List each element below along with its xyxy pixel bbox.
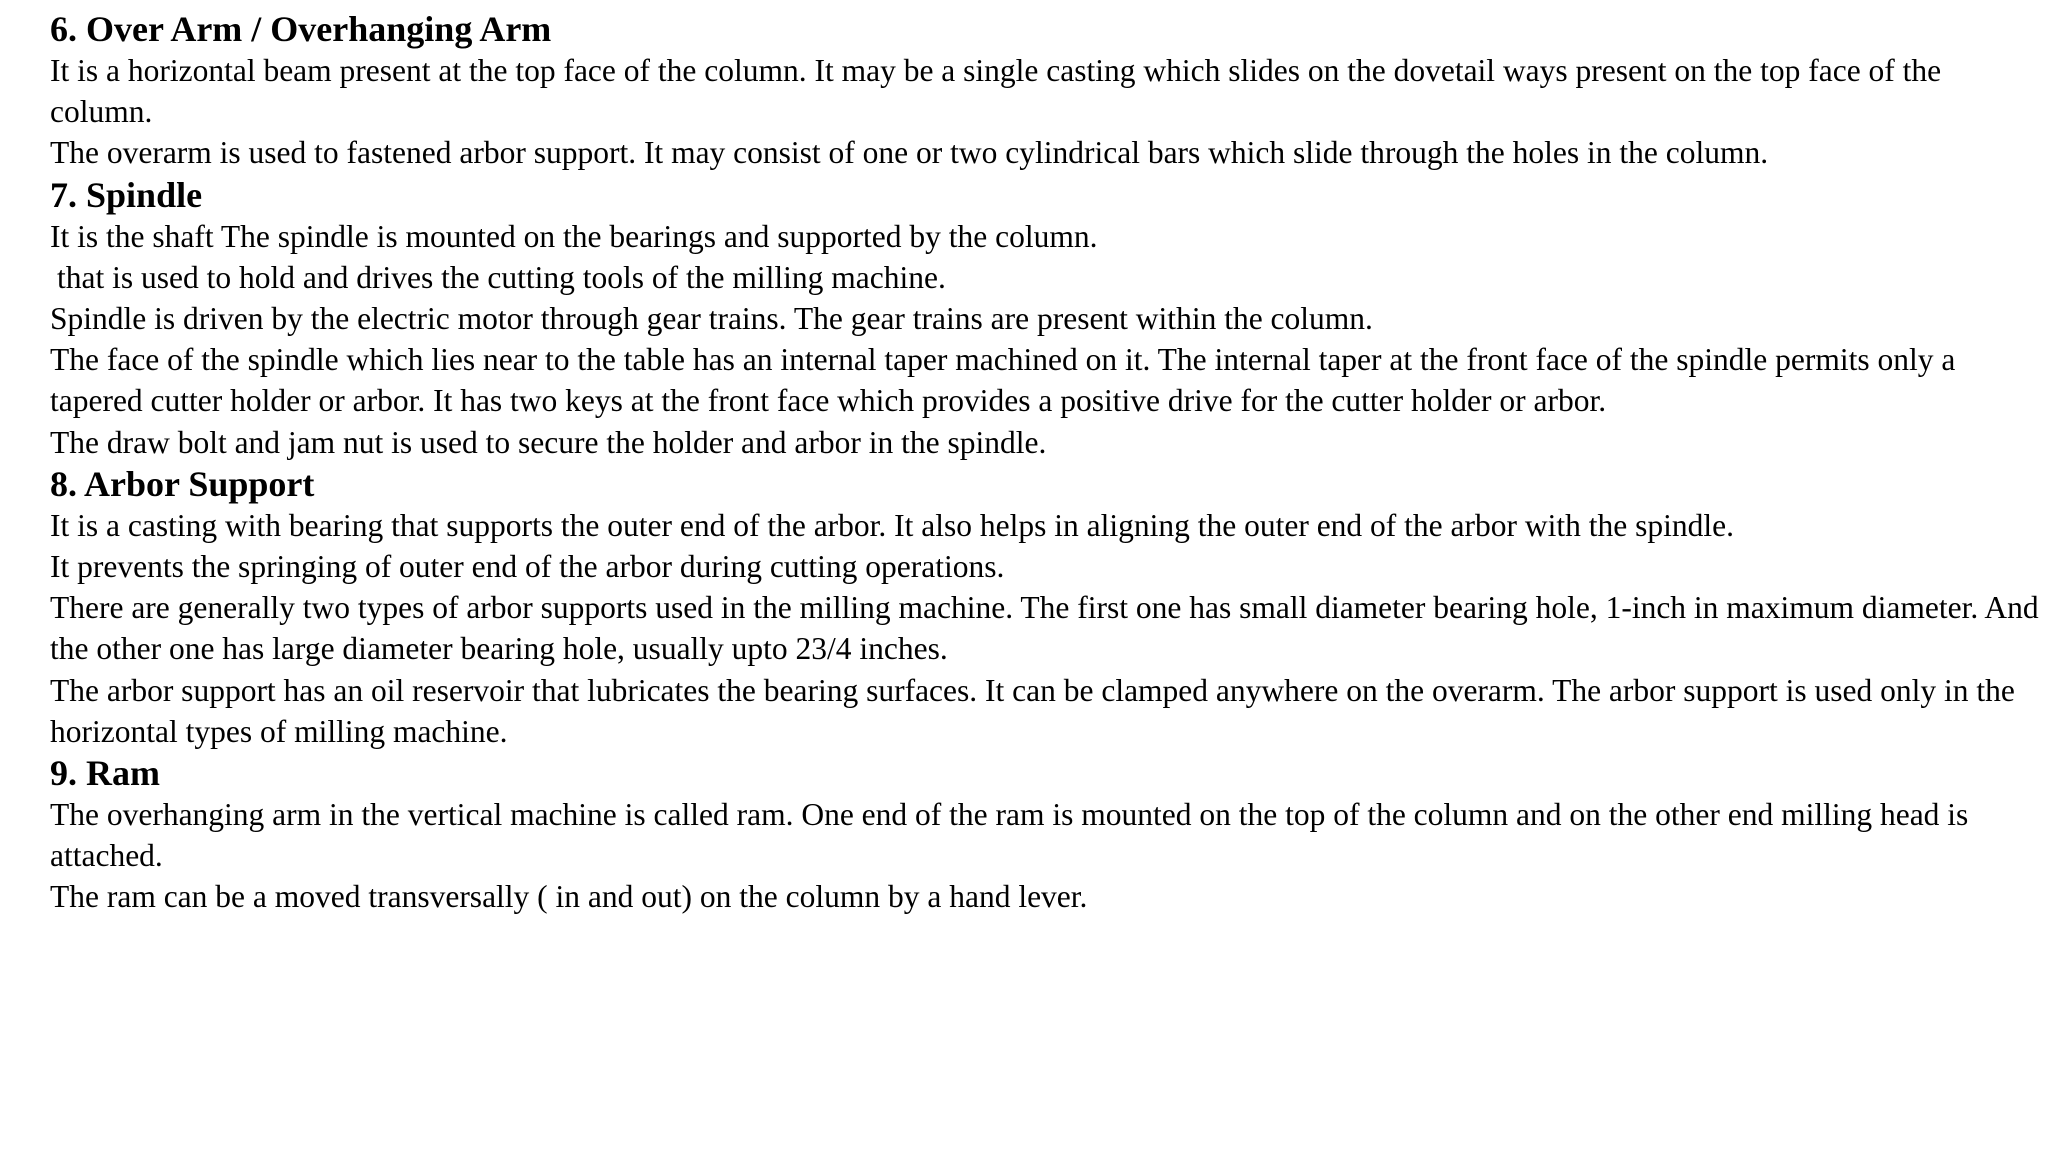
section-ram [50,752,2040,918]
paragraph: The face of the spindle which lies near to the table has an internal taper machined on it. The internal taper at the front face of the spindle permits only a tapered cutter holder or arbor. It has two keys at the front face which provides a positive drive for the cutter holder or arbor. [50,342,1956,419]
paragraph: Spindle is driven by the electric motor through gear trains. The gear trains are present within the column. [50,301,1373,337]
section-arbor-support [50,463,2040,752]
section-heading: 9. Ram [50,753,160,794]
section-heading: 7. Spindle [50,174,203,215]
paragraph: that is used to hold and drives the cutting tools of the milling machine. [57,259,946,295]
paragraph: It prevents the springing of outer end of the arbor during cutting operations. [50,549,1005,585]
section-heading: 8. Arbor Support [50,463,315,504]
section-spindle [50,174,2040,463]
paragraph: The overarm is used to fastened arbor support. It may consist of one or two cylindrical bars which slide through the holes in the column. [50,135,1769,171]
paragraph: It is the shaft The spindle is mounted on the bearings and supported by the column. [50,218,1098,254]
paragraph: The overhanging arm in the vertical machine is called ram. One end of the ram is mounted on the top of the column and on the other end milling head is attached. [50,797,1969,874]
paragraph: The arbor support has an oil reservoir that lubricates the bearing surfaces. It can be clamped anywhere on the overarm. The arbor support is used only in the horizontal types of milling machine. [50,672,2015,749]
paragraph: It is a horizontal beam present at the top face of the column. It may be a single casting which slides on the dovetail ways present on the top face of the column. [50,53,1942,130]
section-over-arm [50,8,2040,174]
section-heading: 6. Over Arm / Overhanging Arm [50,9,552,49]
paragraph: The ram can be a moved transversally ( in and out) on the column by a hand lever. [50,879,1088,915]
paragraph: It is a casting with bearing that supports the outer end of the arbor. It also helps in aligning the outer end of the arbor with the spindle. [50,507,1734,543]
document-page [50,8,2040,918]
paragraph: The draw bolt and jam nut is used to secure the holder and arbor in the spindle. [50,424,1047,460]
paragraph: There are generally two types of arbor supports used in the milling machine. The first one has small diameter bearing hole, 1-inch in maximum diameter. And the other one has large diameter bearing hole, usually upto 23/4 inches. [50,590,2039,667]
